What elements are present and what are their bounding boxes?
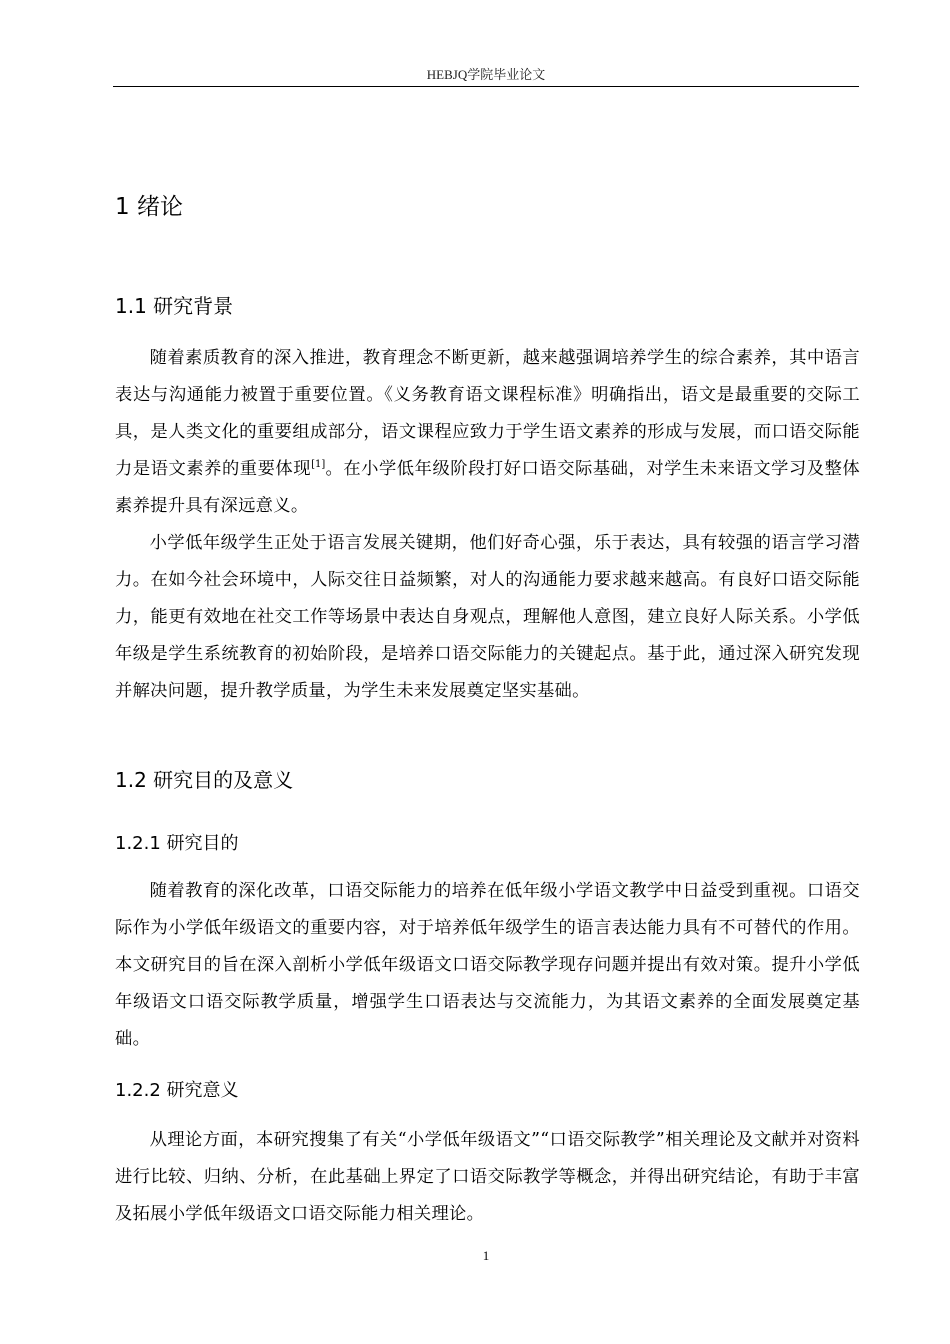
header-divider [113,86,859,87]
citation-reference: [1] [311,459,326,470]
background-paragraph-2: 小学低年级学生正处于语言发展关键期，他们好奇心强，乐于表达，具有较强的语言学习潜力。在如今社会环境中，人际交往日益频繁，对人的沟通能力要求越来越高。有良好口语交际能力，能更有效地在社交工作等场景中表达自身观点，理解他人意图，建立良好人际关系。小学低年级是学生系统教育的初始阶段，是培养口语交际能力的关键起点。基于此，通过深入研究发现并解决问题，提升教学质量，为学生未来发展奠定坚实基础。 [115,533,860,701]
background-paragraph-1 [115,340,860,525]
chapter-title: 1 绪论 [115,194,183,220]
page-number: 1 [482,1248,490,1263]
significance-paragraph: 从理论方面，本研究搜集了有关“小学低年级语文”“口语交际教学”相关理论及文献并对资料进行比较、归纳、分析，在此基础上界定了口语交际教学等概念，并得出研究结论，有助于丰富及拓展小学低年级语文口语交际能力相关理论。 [115,1130,860,1224]
background-paragraph-1-text-cont: 。在小学低年级阶段打好口语交际基础，对学生未来语文学习及整体素养提升具有深远意义。 [115,459,860,516]
purpose-paragraph: 随着教育的深化改革，口语交际能力的培养在低年级小学语文教学中日益受到重视。口语交际作为小学低年级语文的重要内容，对于培养低年级学生的语言表达能力具有不可替代的作用。本文研究目的旨在深入剖析小学低年级语文口语交际教学现存问题并提出有效对策。提升小学低年级语文口语交际教学质量，增强学生口语表达与交流能力，为其语文素养的全面发展奠定基础。 [115,881,860,1049]
page-header: HEBJQ学院毕业论文 [426,67,546,82]
subsection-title-significance: 1.2.2 研究意义 [115,1080,239,1101]
subsection-title-purpose: 1.2.1 研究目的 [115,833,239,854]
background-paragraph-1-text: 随着素质教育的深入推进，教育理念不断更新，越来越强调培养学生的综合素养，其中语言表达与沟通能力被置于重要位置。《义务教育语文课程标准》明确指出，语文是最重要的交际工具，是人类文化的重要组成部分，语文课程应致力于学生语文素养的形成与发展，而口语交际能力是语文素养的重要体现 [115,348,860,479]
section-title-background: 1.1 研究背景 [115,294,234,318]
section-title-purpose-significance: 1.2 研究目的及意义 [115,768,294,792]
